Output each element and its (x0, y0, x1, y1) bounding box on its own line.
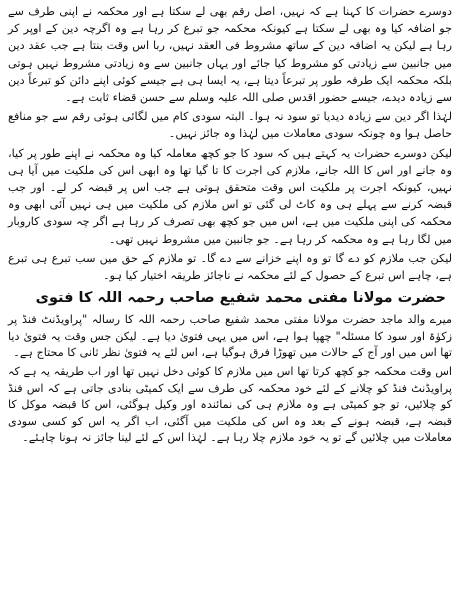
paragraph-5: میرے والد ماجد حضرت مولانا مفتی محمد شفیع صاحب رحمہ اللہ کا رسالہ "پراویڈنٹ فنڈ پر زکوٰۃ اور سود کا مسئلہ" چھپا ہوا ہے، اس میں یہی فتویٰ دیا ہے۔ لیکن جس وقت یہ فتویٰ دیا تھا اس میں اور آج کے حالات میں تھوڑا فرق ہوگیا ہے، اس لئے یہ فتویٰ نظر ثانی کا محتاج ہے۔ (8, 313, 452, 360)
section-heading: حضرت مولانا مفتی محمد شفیع صاحب رحمہ اللہ کا فتوی (35, 290, 446, 307)
paragraph-2: لہٰذا اگر دین سے زیادہ دیدیا تو سود نہ ہوا۔ البتہ سودی کام میں لگائی ہوئی رقم سے جو منافع حاصل ہوا وہ چونکہ سودی معاملات میں لہٰذا وہ جائز نہیں۔ (8, 110, 452, 141)
paragraph-3: لیکن دوسرے حضرات یہ کہتے ہیں کہ سود کا جو کچھ معاملہ کیا وہ محکمہ نے اپنے طور پر کیا، وہ جانے اور اس کا اللہ جانے، ملازم کی اجرت کا تا گیا تھا وہ ابھی اس کی ملکیت میں آیا ہی نہیں، کیونکہ اجرت پر ملکیت اس وقت متحقق ہوتی ہے جب اس پر قبضہ کر لے۔ اور جب قبضہ کرنے سے پہلے ہی وہ کاٹ لی گئی تو اس ملازم کی ملکیت میں ہی نہیں آئی ابھی وہ محکمہ کی اپنی ملکیت میں ہے، اس میں جو کچھ بھی تصرف کر رہا ہے اگر چہ سودی کاروبار میں لگا رہا ہے وہ محکمہ کر رہا ہے۔ جو جانبین میں مشروط نہیں تھی۔ (8, 146, 452, 246)
paragraph-6: اس وقت محکمہ جو کچھ کرتا تھا اس میں ملازم کا کوئی دخل نہیں تھا اور اب طریقہ یہ ہے کہ پراویڈنٹ فنڈ کو چلانے کے لئے خود محکمہ کی طرف سے ایک کمیٹی بنادی جاتی ہے کہ اس فنڈ کو چلائیں، تو جو کمیٹی ہے وہ ملازم ہی کی نمائندہ اور وکیل ہوگئی، اس کا قبضہ موکل کا قبضہ ہے، قبضہ ہونے کے بعد وہ اس کی ملکیت میں آگئی، اب اگر یہ اس کو کسی سودی معاملات میں چلائیں گے تو یہ خود ملازم چلا رہا ہے۔ لہٰذا اس کے لئے لینا جائز نہ ہونا چاہئے۔ (8, 365, 452, 445)
paragraph-1: دوسرے حضرات کا کہنا ہے کہ نہیں، اصل رقم بھی لے سکتا ہے اور محکمہ نے اپنی طرف سے جو اضافہ کیا وہ بھی لے سکتا ہے کیونکہ محکمہ جو تبرع کر رہا ہے وہ اگرچہ دین کے اوپر کر رہا ہے لیکن یہ اضافہ دین کے ساتھ مشروط فی العقد نہیں، ربا اس وقت بنتا ہے جب عقد دین میں جانبین سے زیادتی کو مشروط کیا جائے اور یہاں جانبین سے وہ زیادتی مشروط نہیں ہوتی بلکہ محکمہ ایک طرفہ طور پر تبرعاً دیتا ہے، یہ ایسا ہی ہے جیسے کوئی اپنے دائن کو تبرعاً دین سے زیادہ دیدے، جیسے حضور اقدس صلی اللہ علیہ وسلم سے حسن قضاء ثابت ہے۔ (8, 5, 452, 105)
paragraph-4: لیکن جب ملازم کو دے گا تو وہ اپنے خزانے سے دے گا۔ تو ملازم کے حق میں سب تبرع ہی تبرع ہے، چاہے اس تبرع کے حصول کے لئے محکمہ نے ناجائز طریقہ اختیار کیا ہو۔ (8, 251, 452, 283)
